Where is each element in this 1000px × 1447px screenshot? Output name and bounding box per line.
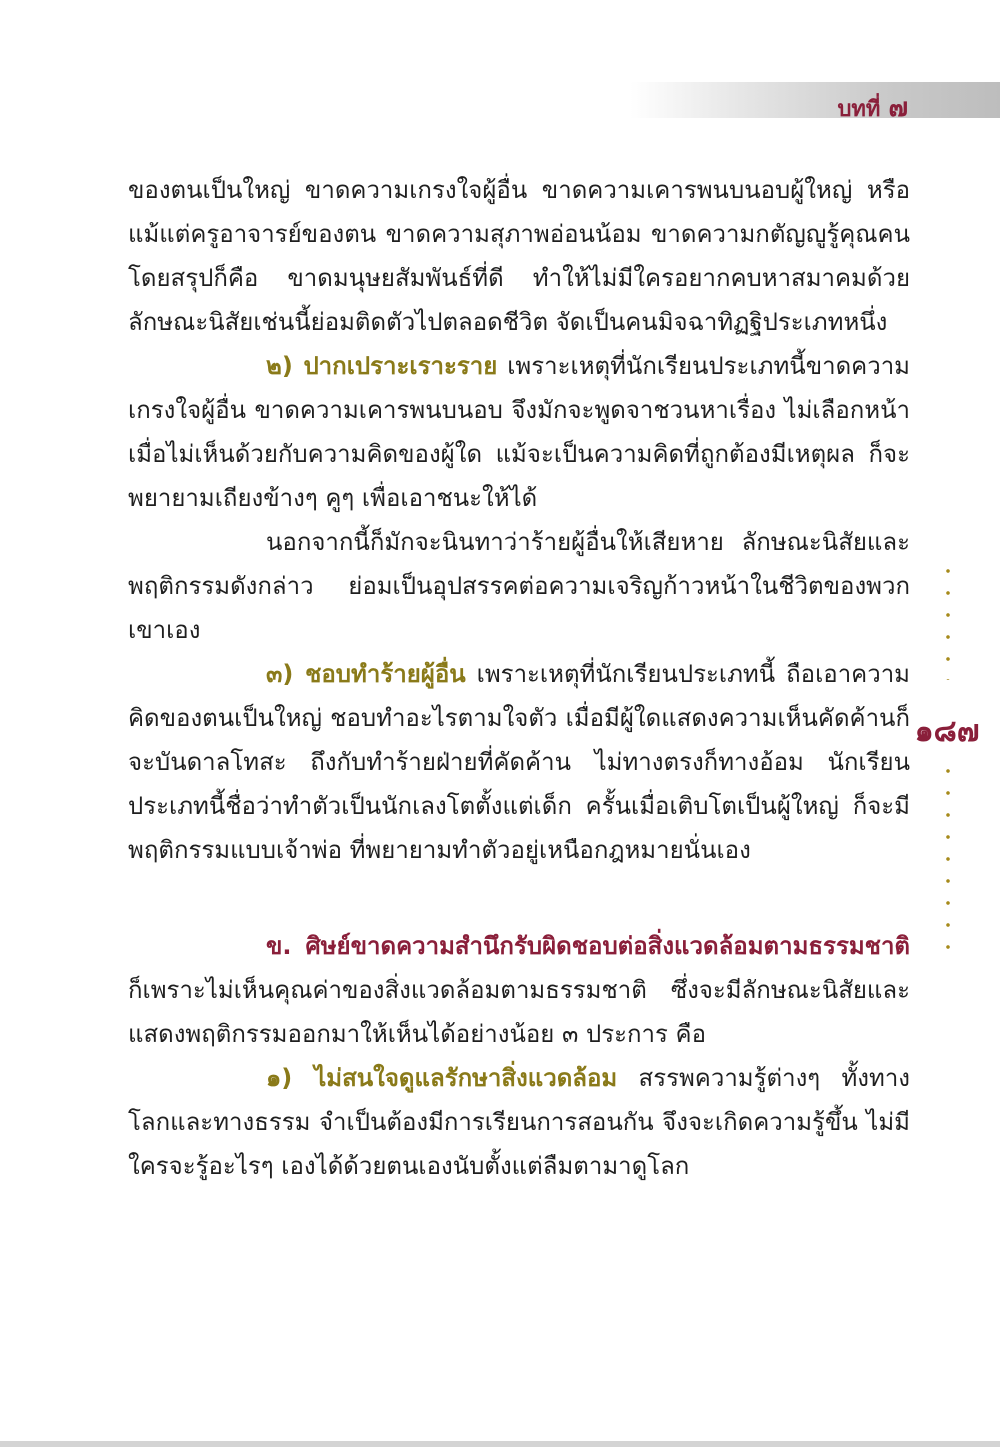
section-b-paragraph [128,924,910,1056]
section-b-text: ก็เพราะไม่เห็นคุณค่าของสิ่งแวดล้อมตามธรรมชาติ ซึ่งจะมีลักษณะนิสัยและแสดงพฤติกรรมออกมาให้เห็นได้อย่างน้อย ๓ ประการ คือ [128,976,910,1048]
item-2-heading: ๒) ปากเปราะเราะราย [266,352,498,380]
chapter-number: ๗ [888,93,908,123]
chapter-header-bar [630,82,1000,118]
section-spacer [128,872,910,924]
page-number: ๑๘๗ [914,714,980,749]
paragraph-2 [128,344,910,520]
chapter-label [837,87,908,128]
item-2-text: เพราะเหตุที่นักเรียนประเภทนี้ขาดความเกรงใจผู้อื่น ขาดความเคารพนบนอบ จึงมักจะพูดจาชวนหาเรื่อง ไม่เลือกหน้า เมื่อไม่เห็นด้วยกับความคิดของผู้ใด แม้จะเป็นความคิดที่ถูกต้องมีเหตุผล ก็จะพยายามเถียงข้างๆ คูๆ เพื่อเอาชนะให้ได้ [128,352,910,512]
item-3-text: เพราะเหตุที่นักเรียนประเภทนี้ ถือเอาความคิดของตนเป็นใหญ่ ชอบทำอะไรตามใจตัว เมื่อมีผู้ใดแสดงความเห็นคัดค้านก็จะบันดาลโทสะ ถึงกับทำร้ายฝ่ายที่คัดค้าน ไม่ทางตรงก็ทางอ้อม นักเรียนประเภทนี้ชื่อว่าทำตัวเป็นนักเลงโตตั้งแต่เด็ก ครั้นเมื่อเติบโตเป็นผู้ใหญ่ ก็จะมีพฤติกรรมแบบเจ้าพ่อ ที่พยายามทำตัวอยู่เหนือกฎหมายนั่นเอง [128,660,910,864]
decorative-dots-bottom [944,760,952,950]
bottom-rule [0,1441,1000,1447]
item-1-heading: ๑) ไม่สนใจดูแลรักษาสิ่งแวดล้อม [266,1064,618,1092]
section-b-heading: ข. ศิษย์ขาดความสำนึกรับผิดชอบต่อสิ่งแวดล้อมตามธรรมชาติ [266,932,910,960]
chapter-label-text: บทที่ [837,97,881,122]
paragraph-1: ของตนเป็นใหญ่ ขาดความเกรงใจผู้อื่น ขาดความเคารพนบนอบผู้ใหญ่ หรือแม้แต่ครูอาจารย์ของตน ขาดความสุภาพอ่อนน้อม ขาดความกตัญญูรู้คุณคน โดยสรุปก็คือ ขาดมนุษยสัมพันธ์ที่ดี ทำให้ไม่มีใครอยากคบหาสมาคมด้วย ลักษณะนิสัยเช่นนี้ย่อมติดตัวไปตลอดชีวิต จัดเป็นคนมิจฉาทิฏฐิประเภทหนึ่ง [128,176,910,336]
item-3-heading: ๓) ชอบทำร้ายผู้อื่น [266,660,466,688]
item-1-text: สรรพความรู้ต่างๆ ทั้งทางโลกและทางธรรม จำเป็นต้องมีการเรียนการสอนกัน จึงจะเกิดความรู้ขึ้น ไม่มีใครจะรู้อะไรๆ เองได้ด้วยตนเองนับตั้งแต่ลืมตามาดูโลก [128,1064,911,1180]
page-body [128,168,910,1188]
paragraph-6 [128,1056,910,1188]
decorative-dots-top [944,560,952,680]
paragraph-4 [128,652,910,872]
paragraph-3: นอกจากนี้ก็มักจะนินทาว่าร้ายผู้อื่นให้เสียหาย ลักษณะนิสัยและพฤติกรรมดังกล่าว ย่อมเป็นอุปสรรคต่อความเจริญก้าวหน้าในชีวิตของพวกเขาเอง [128,528,910,644]
